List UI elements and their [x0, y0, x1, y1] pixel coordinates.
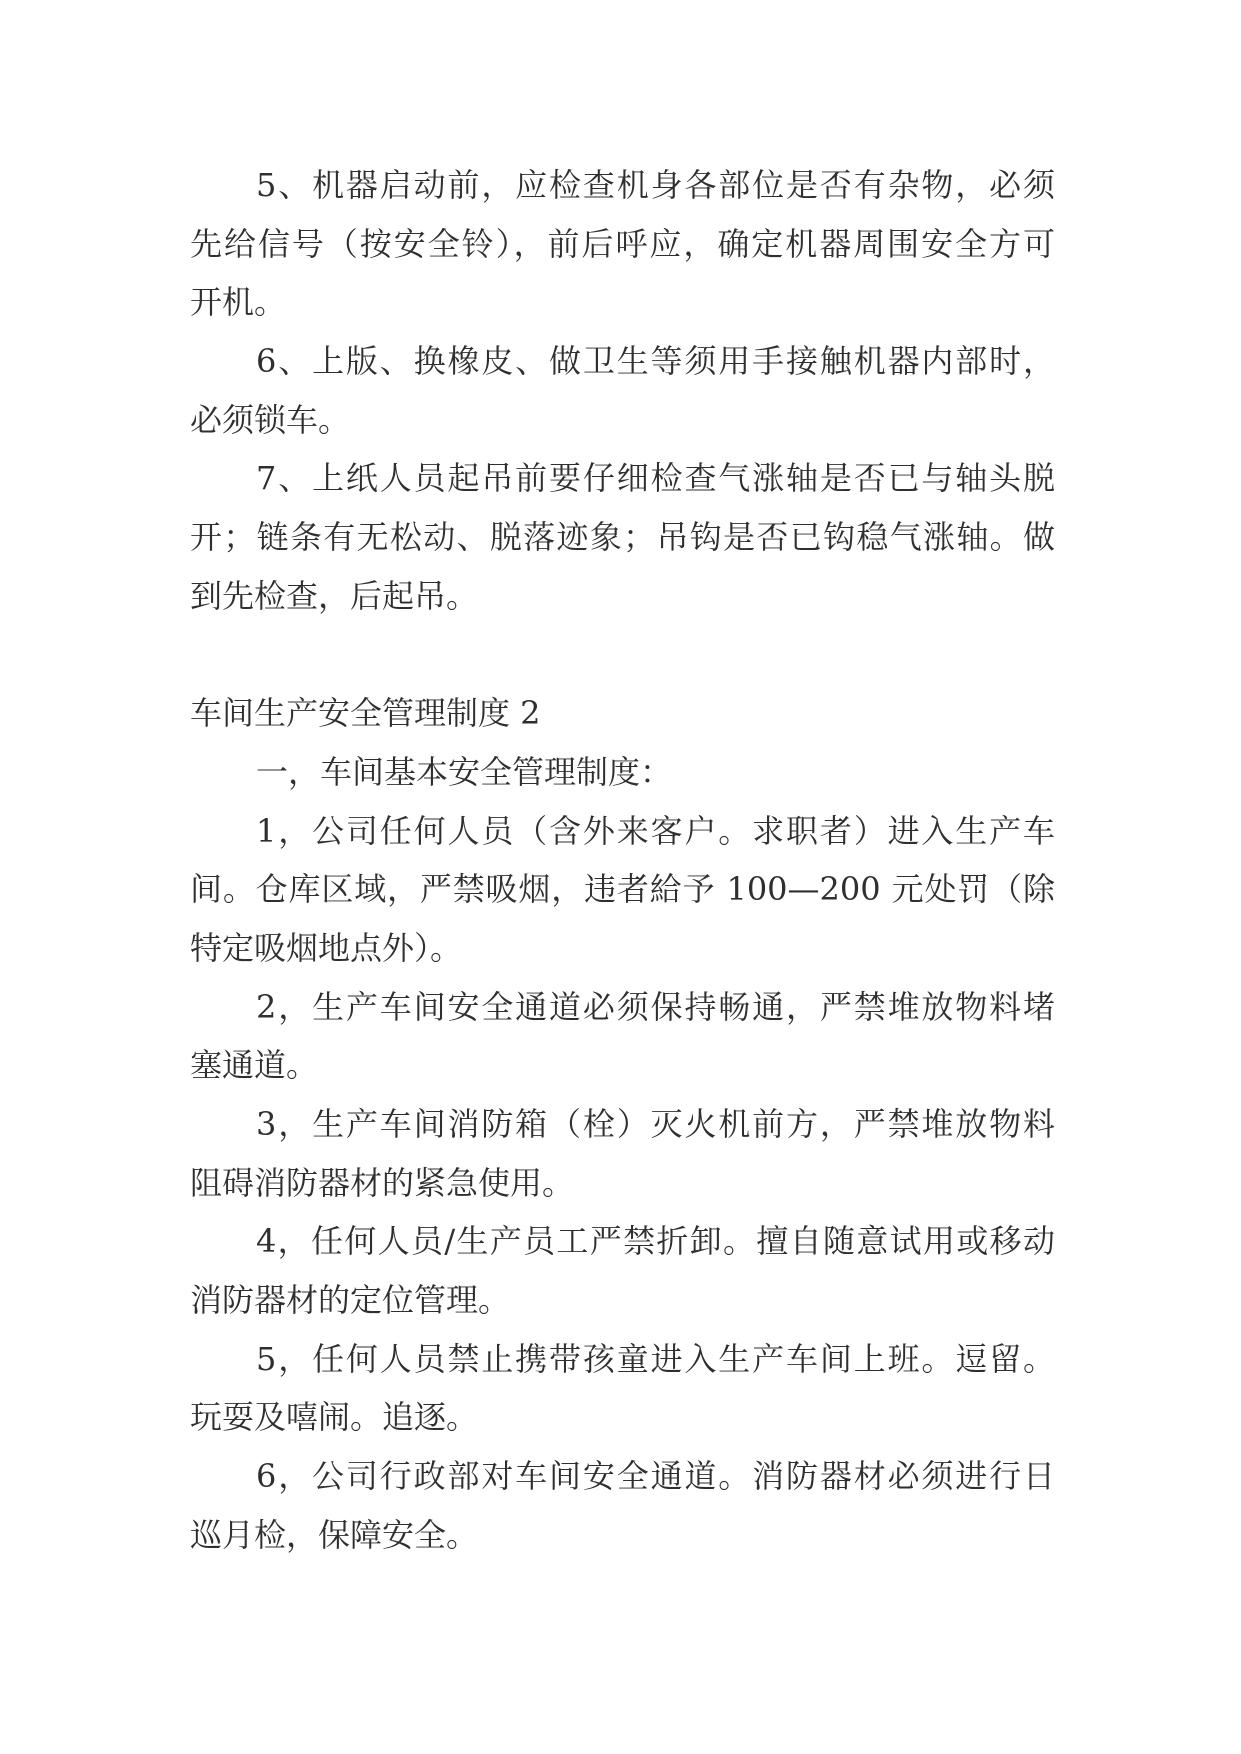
paragraph: [190, 332, 1055, 449]
paragraph: [190, 1330, 1055, 1447]
paragraph: [190, 156, 1055, 332]
paragraph: [190, 978, 1055, 1095]
section-title: 车间生产安全管理制度 2: [190, 694, 541, 733]
paragraph-line: 开机。: [190, 283, 287, 322]
paragraph-line: 7、上纸人员起吊前要仔细检查气涨轴是否已与轴头脱: [256, 459, 1055, 498]
paragraph: [190, 449, 1055, 625]
paragraph-line: 特定吸烟地点外）。: [190, 928, 463, 967]
paragraph-line: 巡月检，保障安全。: [190, 1515, 479, 1554]
paragraph: [190, 1095, 1055, 1212]
paragraph-line: 4，任何人员/生产员工严禁折卸。擅自随意试用或移动: [256, 1222, 1055, 1261]
paragraph-line: 阻碍消防器材的紧急使用。: [190, 1163, 575, 1202]
paragraph-line: 必须锁车。: [190, 400, 351, 439]
paragraph-line: 6，公司行政部对车间安全通道。消防器材必须进行日: [256, 1457, 1055, 1496]
section-subheading: 一，车间基本安全管理制度：: [256, 752, 673, 791]
paragraph-line: 1，公司任何人员（含外来客户。求职者）进入生产车: [256, 811, 1055, 850]
paragraph-line: 开；链条有无松动、脱落迹象；吊钩是否已钩稳气涨轴。做: [190, 518, 1055, 557]
paragraph-line: 2，生产车间安全通道必须保持畅通，严禁堆放物料堵: [256, 987, 1055, 1026]
blank-line: [190, 626, 1055, 685]
paragraph-line: 玩耍及嘻闹。追逐。: [190, 1398, 479, 1437]
paragraph-line: 到先检查，后起吊。: [190, 576, 479, 615]
paragraph-line: 间。仓库区域，严禁吸烟，违者給予 100—200 元处罚（除: [190, 870, 1055, 909]
document-body: [190, 156, 1055, 1565]
paragraph-line: 塞通道。: [190, 1046, 319, 1085]
paragraph: [190, 802, 1055, 978]
paragraph-line: 消防器材的定位管理。: [190, 1281, 511, 1320]
paragraph: [190, 1447, 1055, 1564]
paragraph-line: 先给信号（按安全铃），前后呼应，确定机器周围安全方可: [190, 224, 1055, 263]
paragraph-line: 5，任何人员禁止携带孩童进入生产车间上班。逗留。: [256, 1339, 1055, 1378]
paragraph-line: 3，生产车间消防箱（栓）灭火机前方，严禁堆放物料: [256, 1105, 1055, 1143]
paragraph-line: 6、上版、换橡皮、做卫生等须用手接触机器内部时，: [256, 342, 1055, 381]
paragraph-line: 5、机器启动前，应检查机身各部位是否有杂物，必须: [256, 166, 1055, 204]
paragraph: [190, 1212, 1055, 1329]
